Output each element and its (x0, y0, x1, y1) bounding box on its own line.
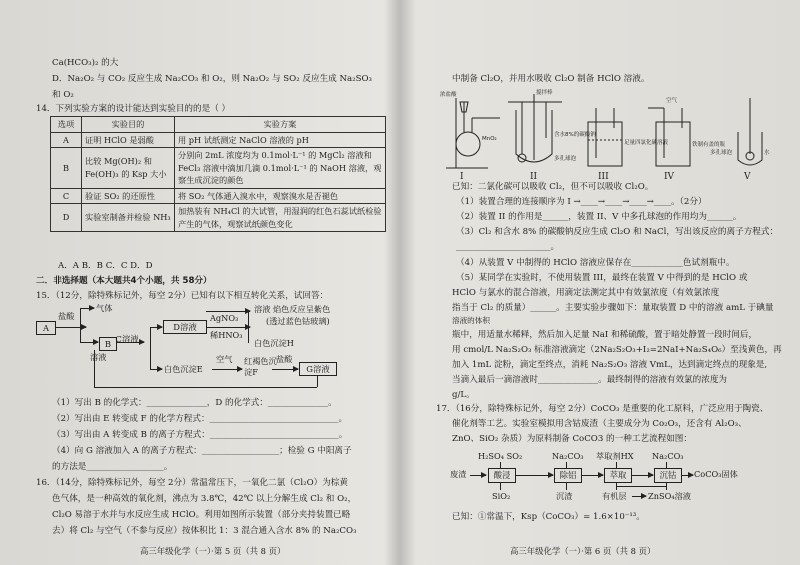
apparatus-label: 含水8%的碳酸钠 (554, 132, 596, 138)
text-line: 当滴入最后一滴溶液时______________。最终制得的溶液有效氯的浓度为 (452, 375, 728, 385)
q15-part: （2）写出由 E 转变成 F 的化学方程式：______________________________。 (52, 414, 348, 424)
section-heading: 二．非选择题（本大题共4个小题，共 58分） (36, 276, 212, 286)
q15-part: （4）向 G 溶液加入 A 的离子方程式：__________________；检验 G 中阳离子 (52, 446, 352, 456)
table-cell: 分别向 2mL 浓度均为 0.1mol·L⁻¹ 的 MgCl₂ 溶液和 FeCl₃ 溶液中滴加几滴 0.1mol·L⁻¹ 的 NaOH 溶液，观察生成沉淀的颜色 (175, 148, 386, 189)
text-line: （4）从装置 V 中制得的 HClO 溶液应保存在____________色试剂瓶中。 (456, 258, 735, 268)
apparatus-label: 空气 (666, 98, 678, 104)
apparatus-label: MnO₂ (482, 136, 497, 142)
text-line: ZnO、SiO₂ 杂质）为原料制备 CoCO3 的一种工艺流程如图： (452, 434, 692, 444)
table-header-row (51, 117, 386, 133)
apparatus-label: 铁制有盖的瓶 (692, 142, 726, 148)
table-row (51, 188, 386, 204)
process-arrow (632, 496, 646, 497)
question-14: 14．下列实验方案的设计能达到实验目的的是（ ） (36, 104, 231, 114)
process-byproduct: SiO₂ (492, 491, 511, 501)
flow-arrow (150, 369, 162, 370)
question-15: 15．（12分，除特殊标记外，每空 2分）已知有以下相互转化关系，试回答： (36, 291, 329, 301)
apparatus-label: 水 (764, 150, 770, 156)
process-byproduct: 有机层 (602, 491, 627, 501)
answer-choices: A．A B．B C．C D．D (58, 261, 153, 271)
table-cell: B (51, 148, 82, 189)
process-arrow (681, 475, 693, 476)
table-cell: 实验室制备并检验 NH₃ (82, 204, 175, 232)
text-line: ______________________。 (456, 242, 560, 252)
text-line: 催化剂等工艺。实验室模拟用含钴废渣（主要成分为 Co₂O₃，还含有 Al₂O₃、 (452, 419, 747, 429)
apparatus-numeral: III (598, 172, 609, 180)
q15-part: 的方法是__________________。 (52, 462, 173, 472)
flow-box-e: 白色沉淀E (164, 364, 203, 374)
process-byproduct: ZnSO₄溶液 (648, 491, 691, 501)
flow-box-h: 白色沉淀H (254, 338, 294, 348)
table-cell: 证明 HClO 是弱酸 (82, 132, 175, 148)
process-step: 萃取 (604, 468, 632, 483)
apparatus-numeral: V (744, 172, 751, 180)
text-line: 指当于 Cl₂ 的质量）______。主要实验步骤如下：量取装置 D 中的溶液 amL 于碘量 (452, 303, 774, 313)
flow-line (150, 327, 151, 369)
apparatus-iv (648, 108, 690, 166)
process-line (500, 482, 501, 490)
flow-box-c: C溶液 (115, 334, 139, 344)
apparatus-label: 搅拌棒 (536, 90, 553, 96)
flow-arrow (206, 327, 250, 328)
table-cell: 验证 SO₂ 的还原性 (82, 188, 175, 204)
process-reagent: H₂SO₄ SO₂ (478, 451, 523, 461)
text-line: 加入 1mL 淀粉，滴定至终点，消耗 Na₂S₂O₃ 溶液 VmL，达到滴定终点的现象是, (452, 360, 768, 370)
flow-label-solution: 溶液 (90, 352, 107, 362)
table-cell: A (51, 132, 82, 148)
process-line (616, 486, 666, 487)
flow-line (80, 308, 81, 342)
apparatus-v (738, 98, 762, 165)
flow-arrow (272, 369, 298, 370)
text-line: 去）将 Cl₂ 与空气（不参与反应）按体积比 1：3 混合通入含水 8% 的 Na₂CO₃ (52, 526, 357, 536)
text-line: Cl₂O 易溶于水并与水反应生成 HClO。利用如图所示装置（部分夹持装置已略 (52, 510, 351, 520)
process-reagent: Na₂CO₃ (652, 451, 684, 461)
text-line: 瓶中，用适量水稀释，然后加入足量 NaI 和稀硫酸，置于暗处静置一段时间后， (452, 330, 758, 340)
apparatus-figure (438, 88, 788, 180)
text-line: （3）Cl₂ 和含水 8% 的碳酸钠反应生成 Cl₂O 和 NaCl，写出该反应的离子方程式： (456, 227, 779, 237)
table-cell: C (51, 188, 82, 204)
table-cell: 将 SO₂ 气体通入溴水中，观察溴水是否褪色 (175, 188, 386, 204)
apparatus-numeral: II (530, 172, 538, 180)
text-line: （2）装置 II 的作用是______，装置 II、V 中多孔球泡的作用均为______。 (456, 212, 742, 222)
text-line: 色气体，是一种高效的氧化剂，沸点为 3.8℃，42℃ 以上分解生成 Cl₂ 和 O₂， (52, 494, 357, 504)
flow-arrow (206, 311, 250, 312)
apparatus-label: 浓盐酸 (440, 92, 457, 98)
table-cell: 比较 Mg(OH)₂ 和 Fe(OH)₃ 的 Ksp 大小 (82, 148, 175, 189)
text-line: 中制备 Cl₂O，并用水吸收 Cl₂O 制备 HClO 溶液。 (452, 74, 650, 84)
process-line (566, 482, 567, 490)
text-line: HClO 与氯水的混合溶液，用滴定法测定其中有效氯浓度（有效氯浓度 (452, 288, 720, 298)
flow-label-flame: 溶液 焰色反应呈紫色 (254, 304, 331, 314)
flow-label-hno3: 稀HNO₃ (210, 330, 243, 340)
table-row (51, 148, 386, 189)
process-step: 酸浸 (488, 468, 516, 483)
flow-line (317, 375, 318, 387)
apparatus-i (446, 98, 500, 168)
text-line: （5）某同学在实验时，不使用装置 III，最终在装置 V 中得到的是 HClO 或 (456, 273, 748, 283)
table-cell: 加热装有 NH₄Cl 的大试管，用湿润的红色石蕊试纸检验产生的气体，观察试纸颜色变化 (175, 204, 386, 232)
process-arrow (581, 475, 603, 476)
text-line: Ca(HCO₃)₂ 的大 (52, 58, 119, 68)
options-table (50, 116, 386, 232)
text-line: g/L。 (452, 390, 475, 400)
apparatus-label: 多孔球泡 (710, 150, 733, 156)
table-header: 选项 (51, 117, 82, 133)
right-page (404, 0, 800, 565)
flow-label-gas: 气体 (96, 303, 113, 313)
process-start: 废渣 (450, 469, 467, 479)
text-line: 用 cmol/L Na₂S₂O₃ 标准溶液滴定（2Na₂S₂O₃+I₂=2NaI+Na₂S₄O₆）至浅黄色，再 (452, 345, 782, 355)
table-cell: 用 pH 试纸测定 NaClO 溶液的 pH (175, 132, 386, 148)
apparatus-numeral: I (460, 172, 464, 180)
flow-label-hcl2: 盐酸 (276, 354, 293, 364)
q15-part: （1）写出 B 的化学式：______________，D 的化学式：______________。 (52, 398, 337, 408)
process-arrow (470, 475, 486, 476)
apparatus-ii (508, 94, 562, 162)
apparatus-numeral: IV (664, 172, 675, 180)
process-reagent: Na₂CO₃ (552, 451, 584, 461)
page-footer: 高三年级化学（一）·第 6 页（共 8 页） (510, 546, 656, 556)
flow-arrow (56, 327, 86, 328)
apparatus-label: 多孔球泡 (554, 156, 577, 162)
table-header: 实验方案 (175, 117, 386, 133)
text-line: 溶液的体积 (452, 316, 490, 325)
flow-box-a: A (36, 321, 56, 335)
flow-label-agno3: AgNO₃ (210, 313, 239, 323)
flow-box-f: 红褐色沉淀F (244, 356, 277, 377)
left-page (0, 0, 396, 565)
page-footer: 高三年级化学（一）·第 5 页（共 8 页） (140, 546, 286, 556)
q15-part: （3）写出由 A 转变成 B 的离子方程式：______________________________。 (52, 430, 348, 440)
text-line: （1）装置合理的连接顺序为 I →____→____→____→____。（2分） (456, 197, 707, 207)
question-17: 17．（16分，除特殊标记外，每空 2分）CoCO₃ 是重要的化工原料，广泛应用于陶瓷、 (436, 404, 769, 414)
table-cell: D (51, 204, 82, 232)
apparatus-label: 足量四氯化碳溶液 (624, 140, 669, 146)
process-reagent: 萃取剂HX (596, 451, 634, 461)
process-line (666, 482, 667, 490)
flow-label-air: 空气 (216, 354, 233, 364)
question-16: 16．（14分，除特殊标记外，每空 2分）常温常压下，一氧化二氯（Cl₂O）为棕黄 (36, 478, 348, 488)
flow-box-g: G溶液 (299, 362, 337, 376)
flow-arrow (150, 327, 162, 328)
table-header: 实验目的 (82, 117, 175, 133)
text-line: 和 O₂ (52, 90, 74, 100)
flow-arrow (80, 308, 94, 309)
flow-label-hcl: 盐酸 (58, 311, 75, 321)
text-line: 已知：二氯化碳可以吸收 Cl₂，但不可以吸收 Cl₂O。 (452, 182, 654, 192)
flow-arrow (80, 342, 98, 343)
flow-box-b: B (99, 337, 117, 351)
process-byproduct: 沉渣 (556, 491, 573, 501)
flow-line (94, 350, 95, 387)
flow-box-d: D溶液 (163, 320, 207, 334)
table-row (51, 132, 386, 148)
process-step: 除铝 (554, 468, 582, 483)
flow-line (94, 387, 317, 388)
table-row (51, 204, 386, 232)
process-arrow (631, 475, 653, 476)
flow-line (248, 311, 249, 343)
process-end: CoCO₃固体 (694, 469, 738, 479)
process-arrow (515, 475, 553, 476)
flow-label-flame-note: (透过蓝色钴玻璃) (266, 316, 330, 326)
known-condition: 已知：①常温下，Ksp（CoCO₃）= 1.6×10⁻¹³。 (452, 512, 645, 522)
flow-arrow (212, 369, 242, 370)
text-line: D．Na₂O₂ 与 CO₂ 反应生成 Na₂CO₃ 和 O₂，则 Na₂O₂ 与 SO₂ 反应生成 Na₂SO₃ (52, 74, 372, 84)
process-step: 沉钴 (654, 468, 682, 483)
